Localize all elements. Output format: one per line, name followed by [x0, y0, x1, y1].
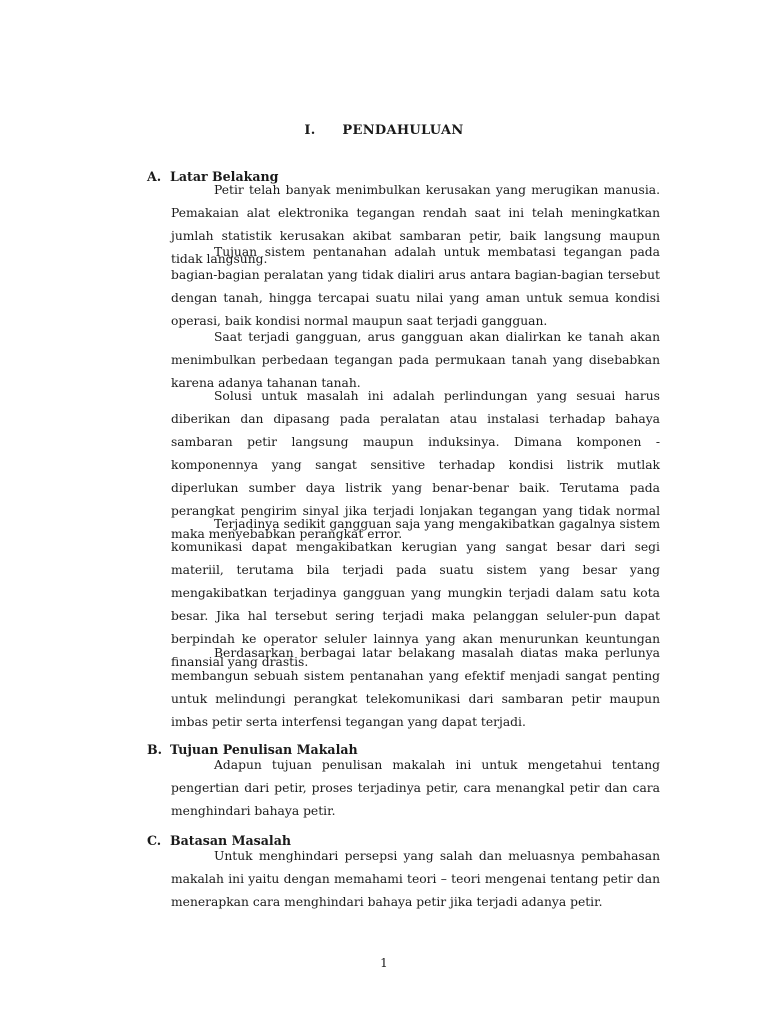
paragraph: Berdasarkan berbagai latar belakang masalah diatas maka perlunya membangun sebuah sistem pentanahan yang efektif menjadi sangat penting untuk melindungi perangkat telekomunikasi dari sambaran petir maupun imbas petir serta interfensi tegangan yang dapat terjadi. [171, 646, 660, 729]
page-number: 1 [380, 956, 388, 970]
paragraph: Saat terjadi gangguan, arus gangguan akan dialirkan ke tanah akan menimbulkan perbedaan tegangan pada permukaan tanah yang disebabkan karena adanya tahanan tanah. [171, 330, 660, 390]
paragraph: Adapun tujuan penulisan makalah ini untuk mengetahui tentang pengertian dari petir, proses terjadinya petir, cara menangkal petir dan cara menghindari bahaya petir. [171, 758, 660, 818]
section-title: Latar Belakang [170, 169, 279, 184]
section-letter: B. [147, 742, 163, 757]
chapter-title [0, 123, 768, 138]
section-letter: A. [147, 169, 162, 184]
chapter-number: I. [304, 123, 316, 138]
section-letter: C. [147, 833, 162, 848]
section-title: Tujuan Penulisan Makalah [170, 742, 358, 757]
paragraph: Solusi untuk masalah ini adalah perlindungan yang sesuai harus diberikan dan dipasang pada peralatan atau instalasi terhadap bahaya sambaran petir langsung maupun induksinya. Dimana komponen - komponennya yang sangat sensitive terhadap kondisi listrik mutlak diperlukan sumber daya listrik yang benar-benar baik. Terutama pada perangkat pengirim sinyal jika terjadi lonjakan tegangan yang tidak normal maka menyebabkan perangkat error. [171, 389, 660, 541]
paragraph: Terjadinya sedikit gangguan saja yang mengakibatkan gagalnya sistem komunikasi dapat mengakibatkan kerugian yang sangat besar dari segi materiil, terutama bila terjadi pada suatu sistem yang besar yang mengakibatkan terjadinya gangguan yang mungkin terjadi dalam satu kota besar. Jika hal tersebut sering terjadi maka pelanggan seluler-pun dapat berpindah ke operator seluler lainnya yang akan menurunkan keuntungan finansial yang drastis. [171, 517, 660, 669]
paragraph: Untuk menghindari persepsi yang salah dan meluasnya pembahasan makalah ini yaitu dengan memahami teori – teori mengenai tentang petir dan menerapkan cara menghindari bahaya petir jika terjadi adanya petir. [171, 849, 660, 909]
paragraph: Petir telah banyak menimbulkan kerusakan yang merugikan manusia. Pemakaian alat elektronika tegangan rendah saat ini telah meningkatkan jumlah statistik kerusakan akibat sambaran petir, baik langsung maupun tidak langsung. [171, 183, 660, 266]
section-title: Batasan Masalah [170, 833, 292, 848]
paragraph: Tujuan sistem pentanahan adalah untuk membatasi tegangan pada bagian-bagian peralatan yang tidak dialiri arus antara bagian-bagian tersebut dengan tanah, hingga tercapai suatu nilai yang aman untuk semua kondisi operasi, baik kondisi normal maupun saat terjadi gangguan. [171, 245, 660, 328]
chapter-title-text: PENDAHULUAN [342, 123, 464, 138]
